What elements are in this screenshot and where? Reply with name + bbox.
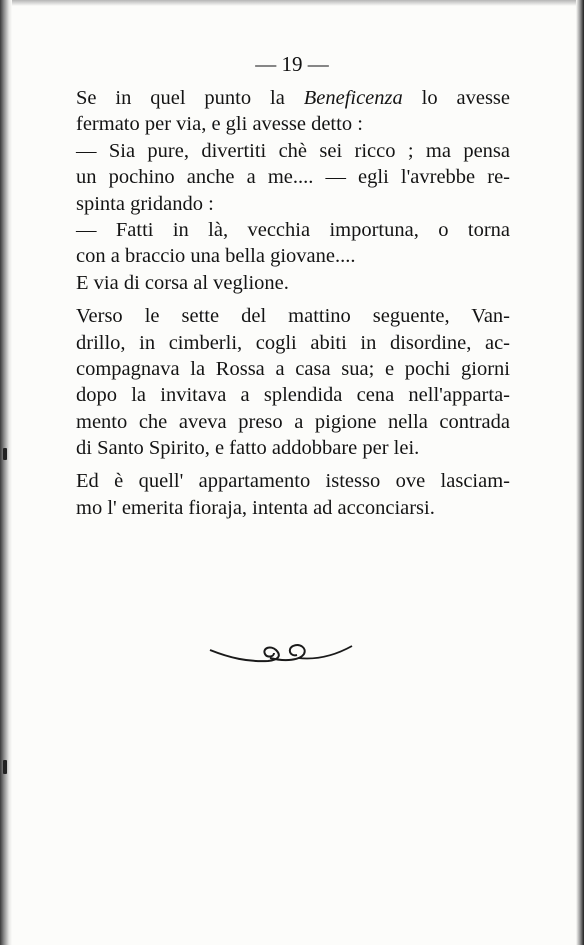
text-line: fermato per via, e gli avesse detto : [76, 113, 363, 136]
page-top-edge [0, 0, 584, 6]
text-line: con a braccio una bella giovane.... [76, 245, 356, 268]
page-left-edge [0, 0, 12, 945]
text-line: mento che aveva preso a pigione nella contrada [76, 410, 510, 433]
text-line: Ed è quell' appartamento istesso ove lasciam- [76, 470, 510, 493]
text-line: compagnava la Rossa a casa sua; e pochi giorni [76, 357, 510, 380]
text-line: E via di corsa al veglione. [76, 271, 289, 294]
text-line: di Santo Spirito, e fatto addobbare per lei. [76, 437, 420, 460]
text-line-1 [76, 85, 510, 111]
text-line: drillo, in cimberli, cogli abiti in disordine, ac- [76, 331, 510, 354]
text-line: — Fatti in là, vecchia importuna, o torna [76, 218, 510, 241]
margin-mark [3, 448, 7, 460]
margin-mark [3, 760, 7, 774]
text-line: — Sia pure, divertiti chè sei ricco ; ma pensa [76, 139, 510, 162]
page-right-edge [576, 0, 584, 945]
line1-before: Se in quel punto la [76, 87, 304, 109]
text-line: spinta gridando : [76, 192, 214, 215]
text-line: mo l' emerita fioraja, intenta ad acconciarsi. [76, 496, 435, 519]
scroll-ornament-icon [208, 628, 354, 664]
text-line: Verso le sette del mattino seguente, Van- [76, 305, 510, 328]
italic-word: Beneficenza [303, 87, 403, 109]
text-line: un pochino anche a me.... — egli l'avrebbe re- [76, 166, 510, 189]
line1-after: lo avesse [402, 87, 511, 109]
body-text [76, 85, 510, 521]
text-line: dopo la invitava a splendida cena nell'apparta- [76, 384, 510, 407]
page-number-header: — 19 — [255, 52, 329, 76]
